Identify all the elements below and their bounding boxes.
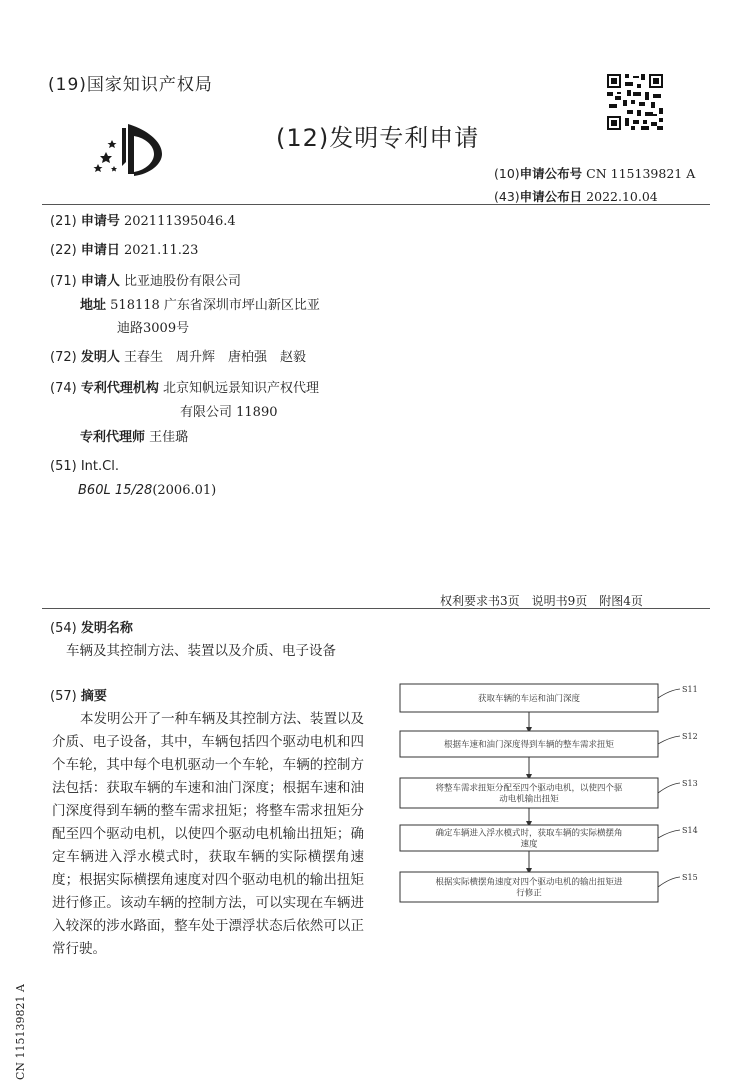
cnipa-logo-icon: [88, 118, 170, 180]
field-label: 专利代理机构: [80, 381, 159, 396]
agency-line-1: 北京知帆远景知识产权代理: [162, 381, 319, 396]
applicant: 比亚迪股份有限公司: [123, 274, 241, 289]
doc-type-text: 发明专利申请: [329, 124, 480, 152]
invention-title: 车辆及其控制方法、装置以及介质、电子设备: [66, 643, 336, 659]
pub-no-code: (10): [494, 166, 520, 181]
flow-step-text: 动电机输出扭矩: [499, 794, 559, 805]
pub-no-value: CN 115139821 A: [586, 166, 696, 181]
inventors-row: [50, 349, 306, 367]
agent: 王佳璐: [149, 430, 189, 445]
field-code: (57): [50, 689, 77, 704]
abstract-heading: [50, 688, 107, 706]
document-type-title: [276, 118, 479, 153]
int-cl-year: (2006.01): [152, 483, 217, 498]
flow-step-text: 根据实际横摆角速度对四个驱动电机的输出扭矩进: [435, 877, 623, 888]
flow-step-leader: [658, 736, 680, 744]
flow-step-id: S15: [682, 873, 698, 882]
int-cl-class: B60L 15/28: [78, 483, 153, 498]
inventors: 王春生 周升辉 唐柏强 赵毅: [123, 350, 306, 365]
field-code: (51): [50, 459, 77, 474]
address-row: [80, 297, 320, 315]
publication-number: [494, 164, 695, 182]
field-label: 专利代理师: [80, 430, 146, 445]
flow-step-text: 获取车辆的车运和油门深度: [477, 694, 581, 704]
int-cl-class-row: [78, 482, 216, 500]
agent-row: [80, 429, 188, 447]
int-cl-row: [50, 458, 119, 476]
section-divider: [42, 608, 710, 609]
publication-date: [494, 187, 658, 205]
field-code: (21): [50, 214, 77, 229]
flow-step-text: 行修正: [516, 888, 542, 899]
agency-line-2: 有限公司 11890: [180, 405, 278, 420]
doc-type-code: (12): [276, 124, 330, 152]
field-code: (22): [50, 243, 77, 258]
field-code: (74): [50, 381, 77, 396]
flow-step-leader: [658, 877, 680, 887]
flow-step-text: 根据车速和油门深度得到车辆的整车需求扭矩: [443, 740, 615, 750]
application-date: 2021.11.23: [123, 243, 199, 258]
flow-step-text: 将整车需求扭矩分配至四个驱动电机，以使四个驱: [435, 783, 623, 794]
field-label: 申请日: [80, 243, 120, 258]
flowchart: [394, 680, 714, 920]
field-label: 申请号: [80, 214, 120, 229]
application-date-row: [50, 242, 198, 260]
flow-step-text: 确定车辆进入浮水模式时，获取车辆的实际横摆角: [435, 828, 623, 839]
field-code: (71): [50, 274, 77, 289]
address-line-2: 迪路3009号: [117, 321, 190, 336]
side-publication-code: CN 115139821 A: [14, 984, 27, 1080]
flow-step-leader: [658, 783, 680, 793]
office-code: (19): [48, 75, 87, 95]
field-label: 发明名称: [80, 621, 133, 636]
applicant-row: [50, 273, 241, 291]
flow-step-text: 速度: [520, 839, 538, 850]
pub-date-label: 申请公布日: [519, 189, 583, 204]
address-line-1: 518118 广东省深圳市坪山新区比亚: [110, 298, 320, 313]
flow-step-id: S14: [682, 826, 698, 835]
page-counts: 权利要求书3页 说明书9页 附图4页: [440, 594, 643, 608]
field-code: (72): [50, 350, 77, 365]
flow-step-leader: [658, 689, 680, 698]
abstract-text: 本发明公开了一种车辆及其控制方法、装置以及介质、电子设备，其中，车辆包括四个驱动电机和四个车轮，其中每个电机驱动一个车轮，车辆的控制方法包括：获取车辆的车速和油门深度；根据车速和油门深度得到车辆的整车需求扭矩；将整车需求扭矩分配至四个驱动电机，以使四个驱动电机输出扭矩；确定车辆进入浮水模式时，获取车辆的实际横摆角速度；根据实际横摆角速度对四个驱动电机的输出扭矩进行修正。该动车辆的控制方法，可以实现在车辆进入较深的涉水路面，整车处于漂浮状态后依然可以正常行驶。: [52, 711, 364, 957]
flow-step-id: S12: [682, 732, 698, 741]
office-name: 国家知识产权局: [86, 75, 213, 95]
application-number-row: [50, 213, 236, 231]
qr-code-icon: [605, 72, 665, 132]
field-label: 申请人: [80, 274, 120, 289]
pub-date-code: (43): [494, 189, 520, 204]
flow-step-id: S13: [682, 779, 698, 788]
agency-row: [50, 380, 319, 398]
field-label: 摘要: [80, 689, 107, 704]
field-code: (54): [50, 621, 77, 636]
header-divider: [42, 204, 710, 205]
invention-title-heading: [50, 620, 133, 638]
pub-no-label: 申请公布号: [519, 166, 583, 181]
field-label: 地址: [80, 298, 107, 313]
field-label: Int.Cl.: [80, 459, 119, 474]
office-header: [48, 70, 213, 95]
application-number: 202111395046.4: [123, 214, 236, 229]
flow-step-leader: [658, 830, 680, 838]
flow-step-id: S11: [682, 685, 698, 694]
field-label: 发明人: [80, 350, 120, 365]
pub-date-value: 2022.10.04: [586, 189, 658, 204]
